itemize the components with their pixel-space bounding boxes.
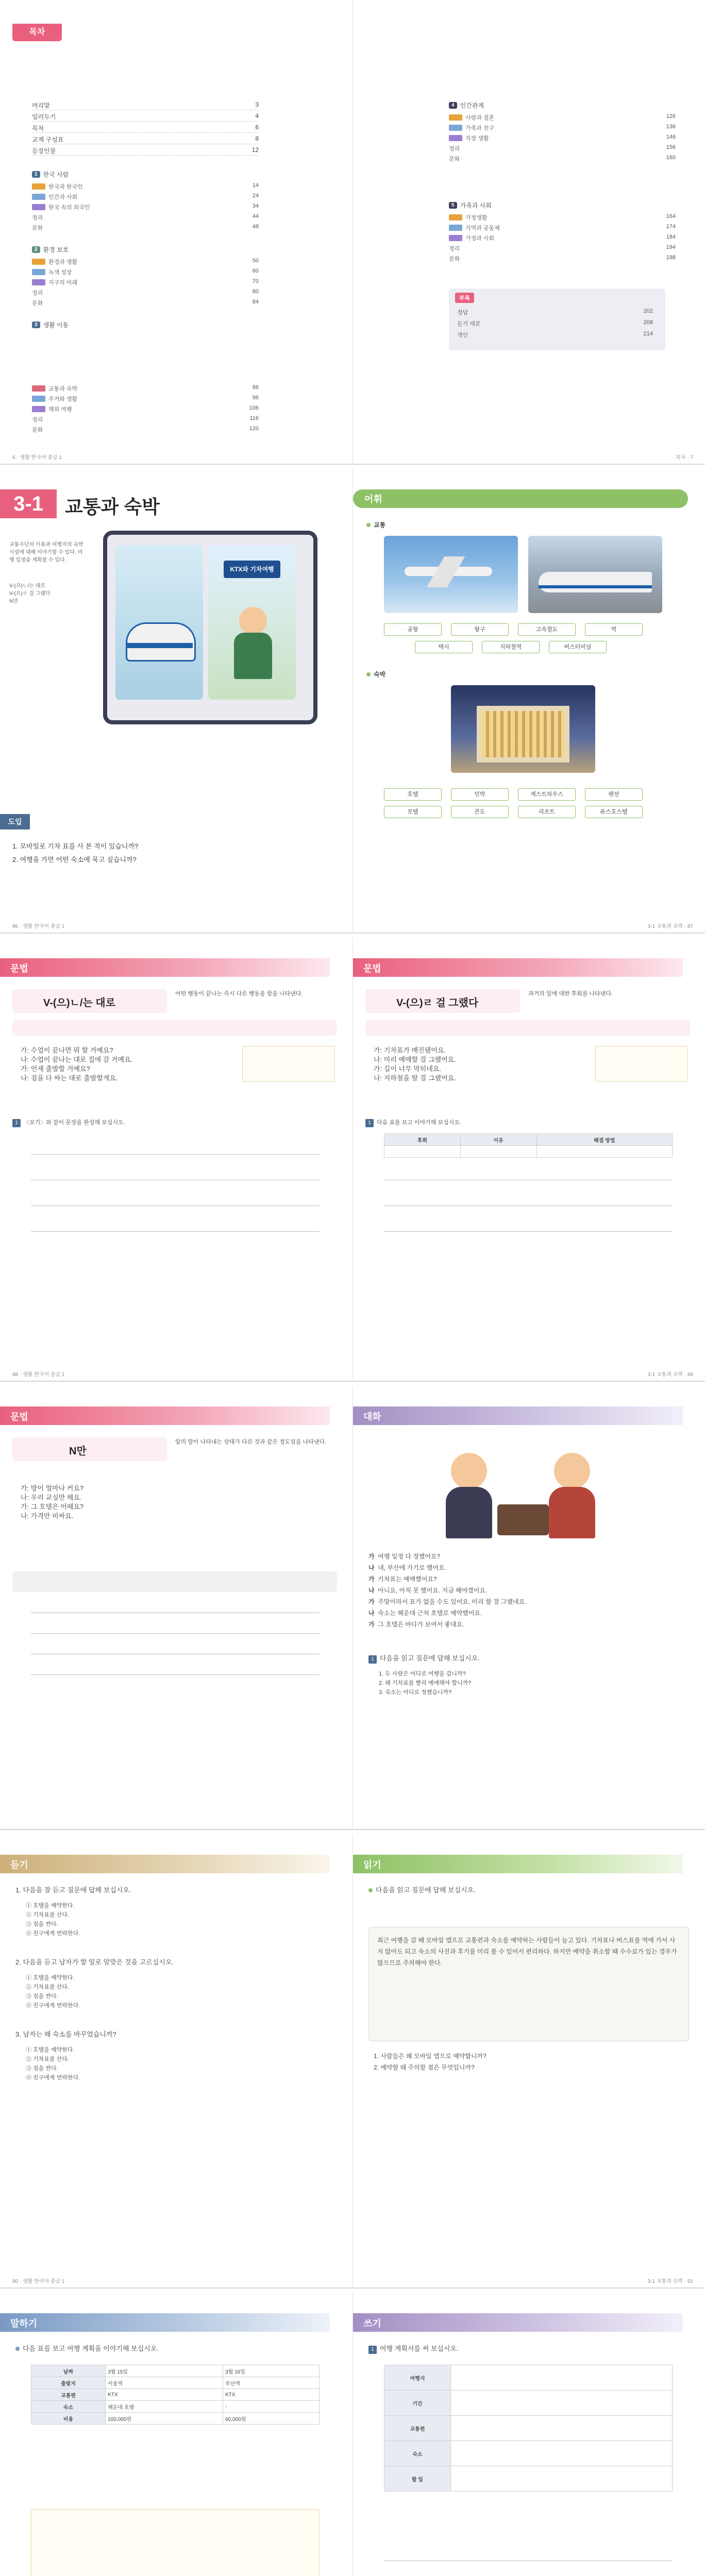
vocab-word: 역 xyxy=(585,623,643,636)
vocab-word: 고속철도 xyxy=(518,623,576,636)
speaking-page xyxy=(0,2293,352,2576)
vocab-word: 유스호스텔 xyxy=(585,806,643,818)
toc-item[interactable]: 문화 198 xyxy=(449,255,676,262)
listening-band xyxy=(0,1855,330,1873)
toc-item[interactable]: 직장 생활 146 xyxy=(449,134,676,142)
unit-title: 생활 이동 xyxy=(43,321,69,329)
hotel-photo xyxy=(451,685,595,773)
reading-passage-box xyxy=(368,1927,689,2041)
speaking-question: 다음 표를 보고 여행 계획을 이야기해 보십시오. xyxy=(15,2344,335,2353)
intro-questions: 1. 모바일로 기차 표를 사 본 적이 있습니까? 2. 여행을 가면 어떤 숙소에 묵고 싶습니까? xyxy=(12,842,139,863)
grammar2-page xyxy=(352,938,705,1381)
lesson-objectives: 교통수단의 이용과 여행지의 숙박 시설에 대해 이야기할 수 있다. 여행 일정을 계획할 수 있다. xyxy=(9,542,83,563)
grammar-label: 문법 xyxy=(10,963,28,974)
unit-title: 인간관계 xyxy=(460,102,484,109)
unit-chip: 3 xyxy=(32,321,40,328)
grammar2-title-box: V-(으)ㄹ 걸 그랬다 xyxy=(365,989,520,1013)
toc-title-tab: 목차 xyxy=(12,24,62,41)
tip-box xyxy=(242,1046,335,1082)
toc-item[interactable]: 가족과 친구 136 xyxy=(449,124,676,132)
listening-q1: 1. 다음을 잘 듣고 질문에 답해 보십시오. xyxy=(15,1886,131,1894)
grammar-band xyxy=(353,958,683,977)
toc-item[interactable]: 한국 속의 외국인 34 xyxy=(32,203,259,211)
train-photo xyxy=(528,536,662,613)
toc-left-page xyxy=(0,0,352,464)
writing-table: 여행지 기간 교통편 숙소 할 일 xyxy=(384,2365,673,2492)
example-box xyxy=(12,1571,337,1592)
unit-title: 환경 보호 xyxy=(43,246,69,253)
vocab-word: 펜션 xyxy=(585,788,643,801)
writing-label: 쓰기 xyxy=(363,2318,381,2329)
toc-line[interactable]: 목차 6 xyxy=(32,124,259,132)
toc-unit-1[interactable] xyxy=(32,170,69,179)
reading-label: 읽기 xyxy=(363,1860,381,1870)
dialogue-lines: 가 여행 일정 다 정했어요? 나 네, 부산에 가기로 했어요. 가 기차표는 예매했어요? 나 아니요, 아직 못 했어요. 지금 해야겠어요. 가 주말이라서 표가 없을 수도 있어요. 미리 할 걸 그랬네요. 나 숙소는 해운대 근처 호텔로 예약했어요. 가 그 호텔은 바다가 보여서 좋대요. xyxy=(368,1553,527,1628)
page-footer: 3-1 교통과 숙박 · 91 xyxy=(647,2279,693,2284)
grammar2-table: 후회 이유 해결 방법 xyxy=(384,1133,673,1158)
speaking-tip-box xyxy=(31,2509,320,2576)
traveler-illustration xyxy=(208,545,296,700)
train-illustration xyxy=(115,545,203,700)
grammar3-examples: 가: 방이 얼마나 커요? 나: 우리 교실만 해요. 가: 그 호텔은 어때요? 나: 가격만 비싸요. xyxy=(21,1484,84,1520)
lesson-title: 교통과 숙박 xyxy=(65,496,160,517)
grammar3-dialogue-spread xyxy=(0,1386,705,1830)
speaking-band xyxy=(0,2313,330,2332)
unit-title: 가족과 사회 xyxy=(460,202,492,209)
appendix-title: 부록 xyxy=(455,293,474,303)
toc-item[interactable]: 문화 120 xyxy=(32,426,259,433)
listening-q3: 3. 남자는 왜 숙소를 바꾸었습니까? xyxy=(15,2030,116,2038)
vocab-header: 어휘 xyxy=(353,489,688,508)
toc-item[interactable]: 지역과 공동체 174 xyxy=(449,224,676,232)
toc-item[interactable]: 듣기 대본 208 xyxy=(457,319,653,327)
reading-passage: 최근 여행을 갈 때 모바일 앱으로 교통편과 숙소를 예약하는 사람들이 늘고 있다. 기차표나 버스표를 역에 가서 사지 않아도 되고 숙소의 사진과 후기를 미리 볼 수 있어서 편리하다. 하지만 예약을 취소할 때 수수료가 있는 경우가 많으므로 주의해야 한다. xyxy=(377,1937,677,1967)
toc-right-page xyxy=(352,0,705,464)
listening-options: ① 호텔을 예약한다. ② 기차표를 산다. ③ 짐을 싼다. ④ 친구에게 연락한다. xyxy=(26,1975,80,2009)
toc-unit-5[interactable] xyxy=(449,201,492,210)
toc-item[interactable]: 인간과 사회 24 xyxy=(32,193,259,201)
tablet-illustration xyxy=(103,531,317,724)
vocab-word: 항구 xyxy=(451,623,509,636)
toc-item[interactable]: 주거와 생활 96 xyxy=(32,395,259,403)
vocab-word: 리조트 xyxy=(518,806,576,818)
page-footer: 88 · 생활 한국어 중급 1 xyxy=(12,1372,65,1378)
listening-options: ① 호텔을 예약한다. ② 기차표를 산다. ③ 짐을 싼다. ④ 친구에게 연락한다. xyxy=(26,2047,80,2081)
listening-reading-spread xyxy=(0,1834,705,2289)
page-footer: 3-1 교통과 숙박 · 89 xyxy=(647,1372,693,1378)
grammar3-page xyxy=(0,1386,352,1829)
vocab-word: 버스터미널 xyxy=(549,641,607,653)
toc-unit-2[interactable] xyxy=(32,245,69,254)
intro-label: 도입 xyxy=(0,814,30,829)
unit-chip: 2 xyxy=(32,246,40,253)
grammar2-practice: 1 다음 표를 보고 이야기해 보십시오. xyxy=(365,1118,685,1127)
dialogue-illustration xyxy=(441,1437,606,1540)
lesson-spread xyxy=(0,469,705,934)
vocab-word: 호텔 xyxy=(384,788,442,801)
grammar1-practice: 1 〈보기〉와 같이 문장을 완성해 보십시오. xyxy=(12,1118,332,1127)
toc-item[interactable]: 사랑과 결혼 126 xyxy=(449,113,676,122)
page-footer: 3-1 교통과 숙박 · 87 xyxy=(647,924,693,929)
writing-page xyxy=(352,2293,705,2576)
dialogue-question: 1 다음을 읽고 질문에 답해 보십시오. xyxy=(368,1654,688,1664)
grammar-label: 문법 xyxy=(363,963,381,974)
grammar-band xyxy=(0,1406,330,1425)
toc-item[interactable]: 환경과 생활 50 xyxy=(32,258,259,266)
toc-spread xyxy=(0,0,705,465)
toc-line[interactable]: 교재 구성표 8 xyxy=(32,135,259,143)
reading-page xyxy=(352,1834,705,2287)
toc-item[interactable]: 정리 80 xyxy=(32,289,259,296)
airplane-photo xyxy=(384,536,518,613)
grammar3-title-box: N만 xyxy=(12,1437,167,1461)
grammar-label: 문법 xyxy=(10,1412,28,1422)
toc-unit-3[interactable] xyxy=(32,320,69,329)
toc-item[interactable]: 정리 194 xyxy=(449,244,676,252)
dialogue-page xyxy=(352,1386,705,1829)
lesson-left-page xyxy=(0,469,352,933)
grammar2-examples: 가: 기차표가 매진됐어요. 나: 미리 예매할 걸 그랬어요. 가: 길이 너무 막히네요. 나: 지하철을 탈 걸 그랬어요. xyxy=(374,1046,456,1082)
speaking-table: 날짜 3월 15일 3월 16일 출발지 서울역 부산역 교통편 KTX KTX 숙소 해운대 호텔 - 비용 100,000원 60,000원 xyxy=(31,2365,320,2425)
toc-item[interactable]: 정리 116 xyxy=(32,415,259,423)
toc-item[interactable]: 색인 214 xyxy=(457,331,653,338)
toc-item[interactable]: 가정생활 164 xyxy=(449,213,676,222)
grammar3-note: 앞의 말이 나타내는 상태가 다른 것과 같은 정도임을 나타낸다. xyxy=(175,1439,327,1445)
toc-line[interactable]: 일러두기 4 xyxy=(32,112,259,121)
unit-chip: 4 xyxy=(449,102,457,109)
grammar2-note: 과거의 일에 대한 후회를 나타낸다. xyxy=(528,991,613,997)
conjugation-row xyxy=(365,1020,690,1036)
toc-unit-4[interactable] xyxy=(449,101,484,110)
toc-line[interactable]: 등장인물 12 xyxy=(32,146,259,155)
vocab-page xyxy=(352,469,705,933)
writing-question: 1 여행 계획서를 써 보십시오. xyxy=(368,2344,688,2354)
toc-item[interactable]: 정리 44 xyxy=(32,213,259,221)
unit-title: 한국 사람 xyxy=(43,171,69,178)
speaking-writing-spread xyxy=(0,2293,705,2576)
toc-item[interactable]: 한국과 한국인 14 xyxy=(32,182,259,191)
toc-item[interactable]: 해외 여행 106 xyxy=(32,405,259,413)
speaking-label: 말하기 xyxy=(10,2318,38,2329)
toc-item[interactable]: 정리 156 xyxy=(449,144,676,152)
reading-subquestions: 1. 사람들은 왜 모바일 앱으로 예약합니까? 2. 예약할 때 주의할 점은 무엇입니까? xyxy=(374,2053,486,2071)
grammar1-examples: 가: 수업이 끝나면 뭐 할 거예요? 나: 수업이 끝나는 대로 집에 갈 거예요. 가: 언제 출발할 거예요? 나: 짐을 다 싸는 대로 출발할게요. xyxy=(21,1046,133,1082)
grammar-list: V-(으)ㄴ/는 대로 V-(으)ㄹ 걸 그랬다 N만 xyxy=(9,583,51,604)
toc-item[interactable]: 녹색 성장 60 xyxy=(32,268,259,276)
toc-item[interactable]: 지구의 미래 70 xyxy=(32,278,259,286)
toc-item[interactable]: 문화 48 xyxy=(32,224,259,231)
vocab-word: 게스트하우스 xyxy=(518,788,576,801)
dialogue-band xyxy=(353,1406,683,1425)
listening-page xyxy=(0,1834,352,2287)
appendix-box xyxy=(449,289,665,350)
listening-q2: 2. 다음을 듣고 남자가 할 일로 알맞은 것을 고르십시오. xyxy=(15,1958,174,1966)
page-footer: 90 · 생활 한국어 중급 1 xyxy=(12,2279,65,2284)
dialogue-label: 대화 xyxy=(363,1412,381,1422)
vocab-word: 모텔 xyxy=(384,806,442,818)
vocab-sub-lodging: 숙박 xyxy=(366,670,385,679)
grammar-band xyxy=(0,958,330,977)
lesson-number-tag: 3-1 xyxy=(0,489,57,518)
vocab-word: 민박 xyxy=(451,788,509,801)
toc-item[interactable]: 가정과 사회 184 xyxy=(449,234,676,242)
vocab-word: 지하철역 xyxy=(482,641,540,653)
grammar1-title-box: V-(으)ㄴ/는 대로 xyxy=(12,989,167,1013)
vocab-word: 콘도 xyxy=(451,806,509,818)
vocab-sub-transport: 교통 xyxy=(366,520,385,529)
toc-item[interactable]: 정답 202 xyxy=(457,308,653,316)
dialogue-subquestions: 1. 두 사람은 어디로 여행을 갑니까? 2. 왜 기차표를 빨리 예매해야 합니까? 3. 숙소는 어디로 정했습니까? xyxy=(379,1671,472,1696)
page-footer: 86 · 생활 한국어 중급 1 xyxy=(12,924,65,929)
listening-label: 듣기 xyxy=(10,1860,28,1870)
toc-item[interactable]: 교통과 숙박 86 xyxy=(32,384,259,393)
toc-item[interactable]: 문화 84 xyxy=(32,299,259,307)
page-footer: 6 · 생활 한국어 중급 1 xyxy=(12,455,62,461)
toc-line[interactable]: 머리말 3 xyxy=(32,101,259,109)
tablet-sign: KTX와 기차여행 xyxy=(224,561,280,578)
vocab-word: 공항 xyxy=(384,623,442,636)
tip-box xyxy=(595,1046,688,1082)
reading-band xyxy=(353,1855,683,1873)
unit-chip: 5 xyxy=(449,202,457,209)
vocab-word: 택시 xyxy=(415,641,473,653)
grammar1-note: 어떤 행동이 끝나는 즉시 다른 행동을 함을 나타낸다. xyxy=(175,991,303,997)
writing-band xyxy=(353,2313,683,2332)
grammar1-page xyxy=(0,938,352,1381)
unit-chip: 1 xyxy=(32,171,40,178)
reading-question: 다음을 읽고 질문에 답해 보십시오. xyxy=(368,1886,688,1895)
grammar-spread xyxy=(0,938,705,1382)
page-footer: 목차 · 7 xyxy=(676,455,693,461)
conjugation-row xyxy=(12,1020,337,1036)
listening-options: ① 호텔을 예약한다. ② 기차표를 산다. ③ 짐을 싼다. ④ 친구에게 연락한다. xyxy=(26,1903,80,1937)
toc-item[interactable]: 문화 160 xyxy=(449,155,676,162)
